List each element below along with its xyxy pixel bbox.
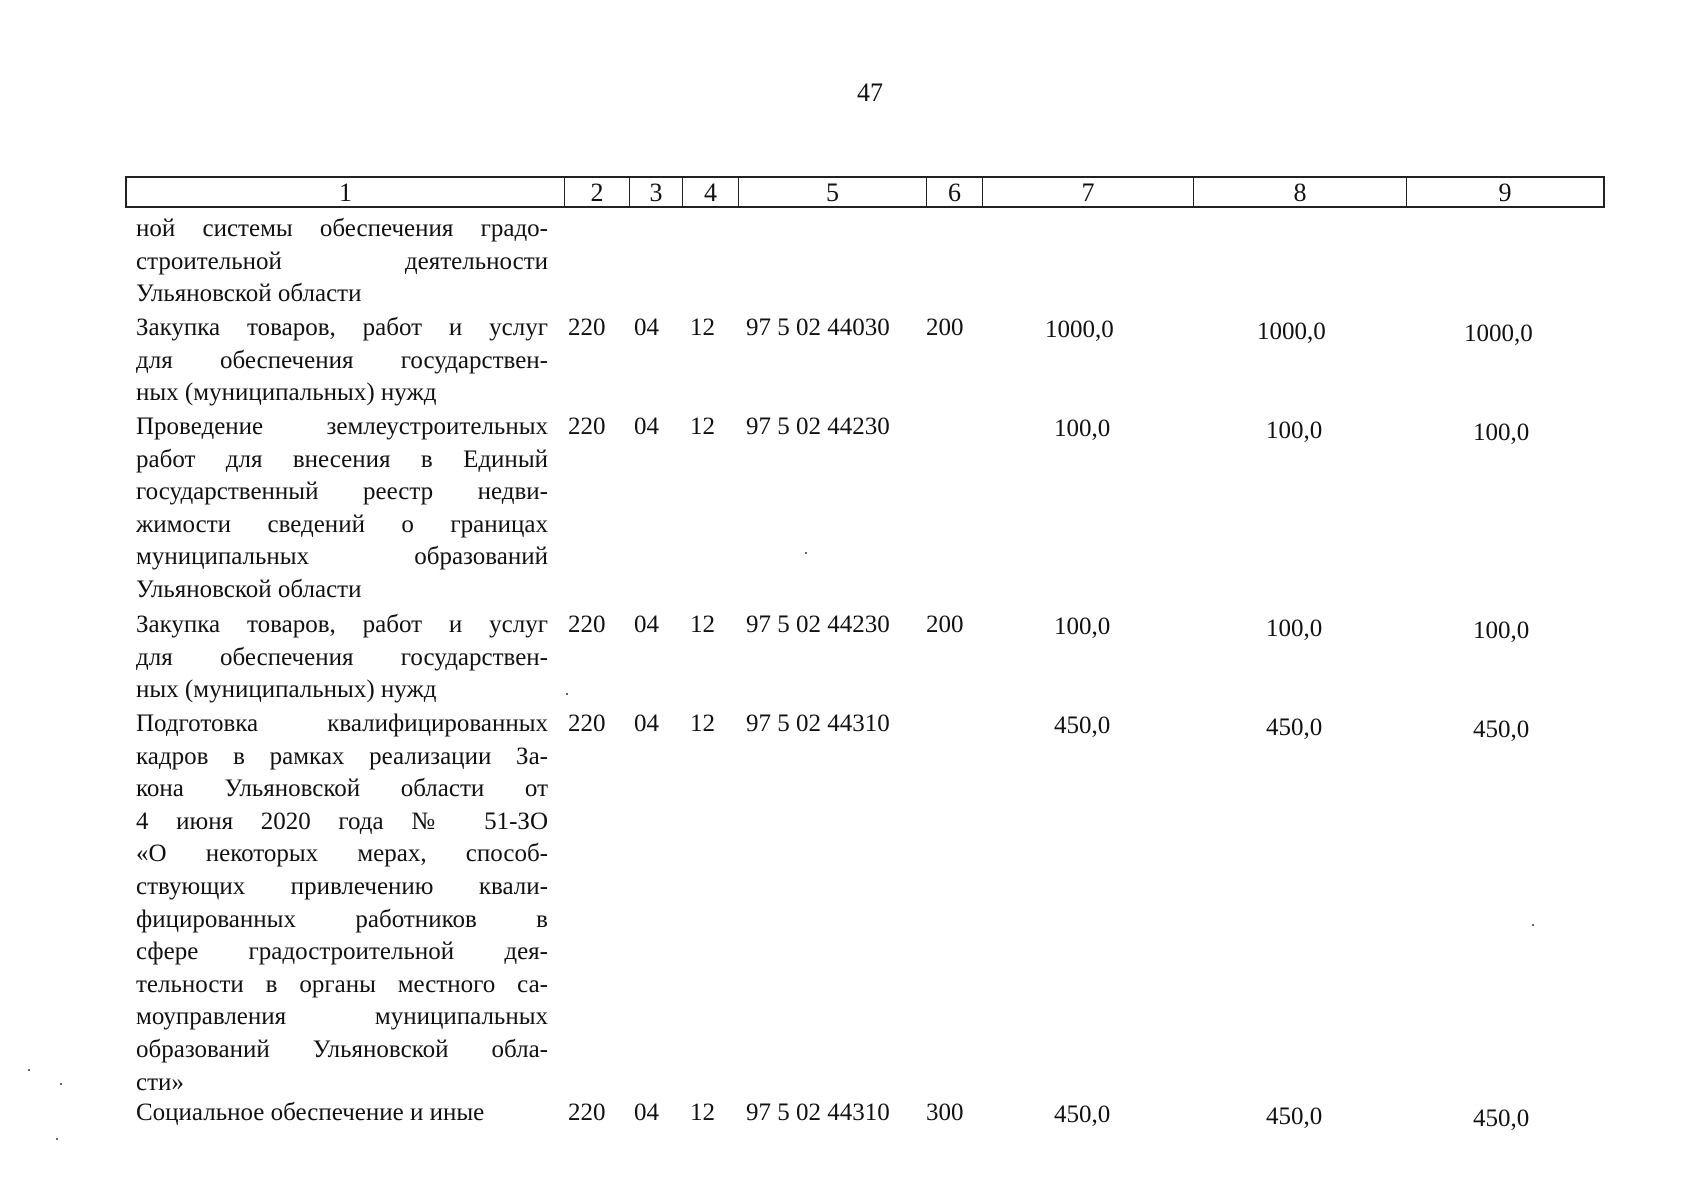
description-line: Ульяновской области [136,280,362,308]
cell-col-2: 220 [568,314,606,341]
description-line: тельности в органы местного са- [136,970,548,998]
cell-col-6: 200 [926,314,964,341]
description-line: государственный реестр недви- [136,478,548,506]
header-col-3: 3 [629,178,682,206]
cell-col-5: 97 5 02 44030 [746,314,890,341]
description-line: жимости сведений о границах [136,510,548,538]
cell-col-5: 97 5 02 44230 [746,413,890,440]
table-header [125,176,1605,208]
header-col-6: 6 [926,178,982,206]
description-line: Социальное обеспечение и иные [136,1099,485,1126]
description-line: работ для внесения в Единый [136,445,548,473]
cell-col-7: 100,0 [1054,613,1111,640]
cell-col-9: 450,0 [1473,716,1530,743]
cell-col-9: 100,0 [1473,617,1530,644]
description-line: фицированных работников в [136,905,548,933]
description-line: Ульяновской области [136,575,362,603]
header-col-1: 1 [339,178,352,207]
header-col-2: 2 [564,178,629,206]
row-description [136,609,548,707]
cell-col-9: 100,0 [1473,419,1530,446]
cell-col-4: 12 [690,413,715,440]
header-col-5: 5 [738,178,926,206]
cell-col-3: 04 [634,1099,659,1126]
scan-speck [805,552,807,554]
cell-col-5: 97 5 02 44310 [746,1099,890,1126]
description-line: сти» [136,1068,184,1096]
cell-col-7: 450,0 [1054,712,1111,739]
scan-speck [60,1083,62,1085]
cell-col-7: 450,0 [1054,1101,1111,1128]
cell-col-8: 100,0 [1266,417,1323,444]
cell-col-4: 12 [690,710,715,737]
scan-speck [1532,924,1534,926]
cell-col-3: 04 [634,710,659,737]
row-description [136,213,548,311]
cell-col-8: 100,0 [1266,615,1323,642]
description-line: для обеспечения государствен- [136,643,548,671]
description-line: муниципальных образований [136,543,548,571]
description-line: кона Ульяновской области от [136,775,548,803]
cell-col-8: 1000,0 [1257,318,1326,345]
description-line: моуправления муниципальных [136,1003,548,1031]
cell-col-4: 12 [690,611,715,638]
description-line: ствующих привлечению квали- [136,872,548,900]
cell-col-6: 300 [926,1099,964,1126]
description-line: для обеспечения государствен- [136,346,548,374]
header-col-7: 7 [982,178,1193,206]
cell-col-9: 1000,0 [1464,320,1533,347]
row-description [136,411,548,607]
cell-col-2: 220 [568,611,606,638]
scan-speck [28,1069,30,1071]
page-number: 47 [857,78,883,107]
cell-col-4: 12 [690,314,715,341]
description-line: Закупка товаров, работ и услуг [136,611,548,638]
cell-col-2: 220 [568,710,606,737]
description-line: строительной деятельности [136,247,548,275]
description-line: сфере градостроительной дея- [136,938,548,966]
description-line: Проведение землеустроительных [136,413,548,440]
cell-col-6: 200 [926,611,964,638]
description-line: Закупка товаров, работ и услуг [136,314,548,341]
description-line: образований Ульяновской обла- [136,1035,548,1063]
description-line: ных (муниципальных) нужд [136,676,437,704]
cell-col-7: 100,0 [1054,415,1111,442]
header-col-9: 9 [1406,178,1603,206]
description-line: ной системы обеспечения градо- [136,215,548,242]
cell-col-3: 04 [634,413,659,440]
header-col-4: 4 [682,178,738,206]
cell-col-9: 450,0 [1473,1105,1530,1132]
description-line: ных (муниципальных) нужд [136,379,437,407]
description-line: кадров в рамках реализации За- [136,742,548,770]
scan-speck [56,1138,58,1140]
cell-col-3: 04 [634,611,659,638]
row-description [136,312,548,410]
description-line: «О некоторых мерах, способ- [136,840,548,868]
cell-col-3: 04 [634,314,659,341]
cell-col-8: 450,0 [1266,1103,1323,1130]
cell-col-4: 12 [690,1099,715,1126]
header-col-8: 8 [1193,178,1406,206]
row-description [136,708,548,1099]
cell-col-5: 97 5 02 44310 [746,710,890,737]
scan-speck [566,693,568,695]
cell-col-2: 220 [568,413,606,440]
cell-col-8: 450,0 [1266,714,1323,741]
description-line: 4 июня 2020 года № 51-ЗО [136,807,548,835]
row-description [136,1097,548,1130]
cell-col-2: 220 [568,1099,606,1126]
cell-col-7: 1000,0 [1045,316,1114,343]
cell-col-5: 97 5 02 44230 [746,611,890,638]
description-line: Подготовка квалифицированных [136,710,548,737]
